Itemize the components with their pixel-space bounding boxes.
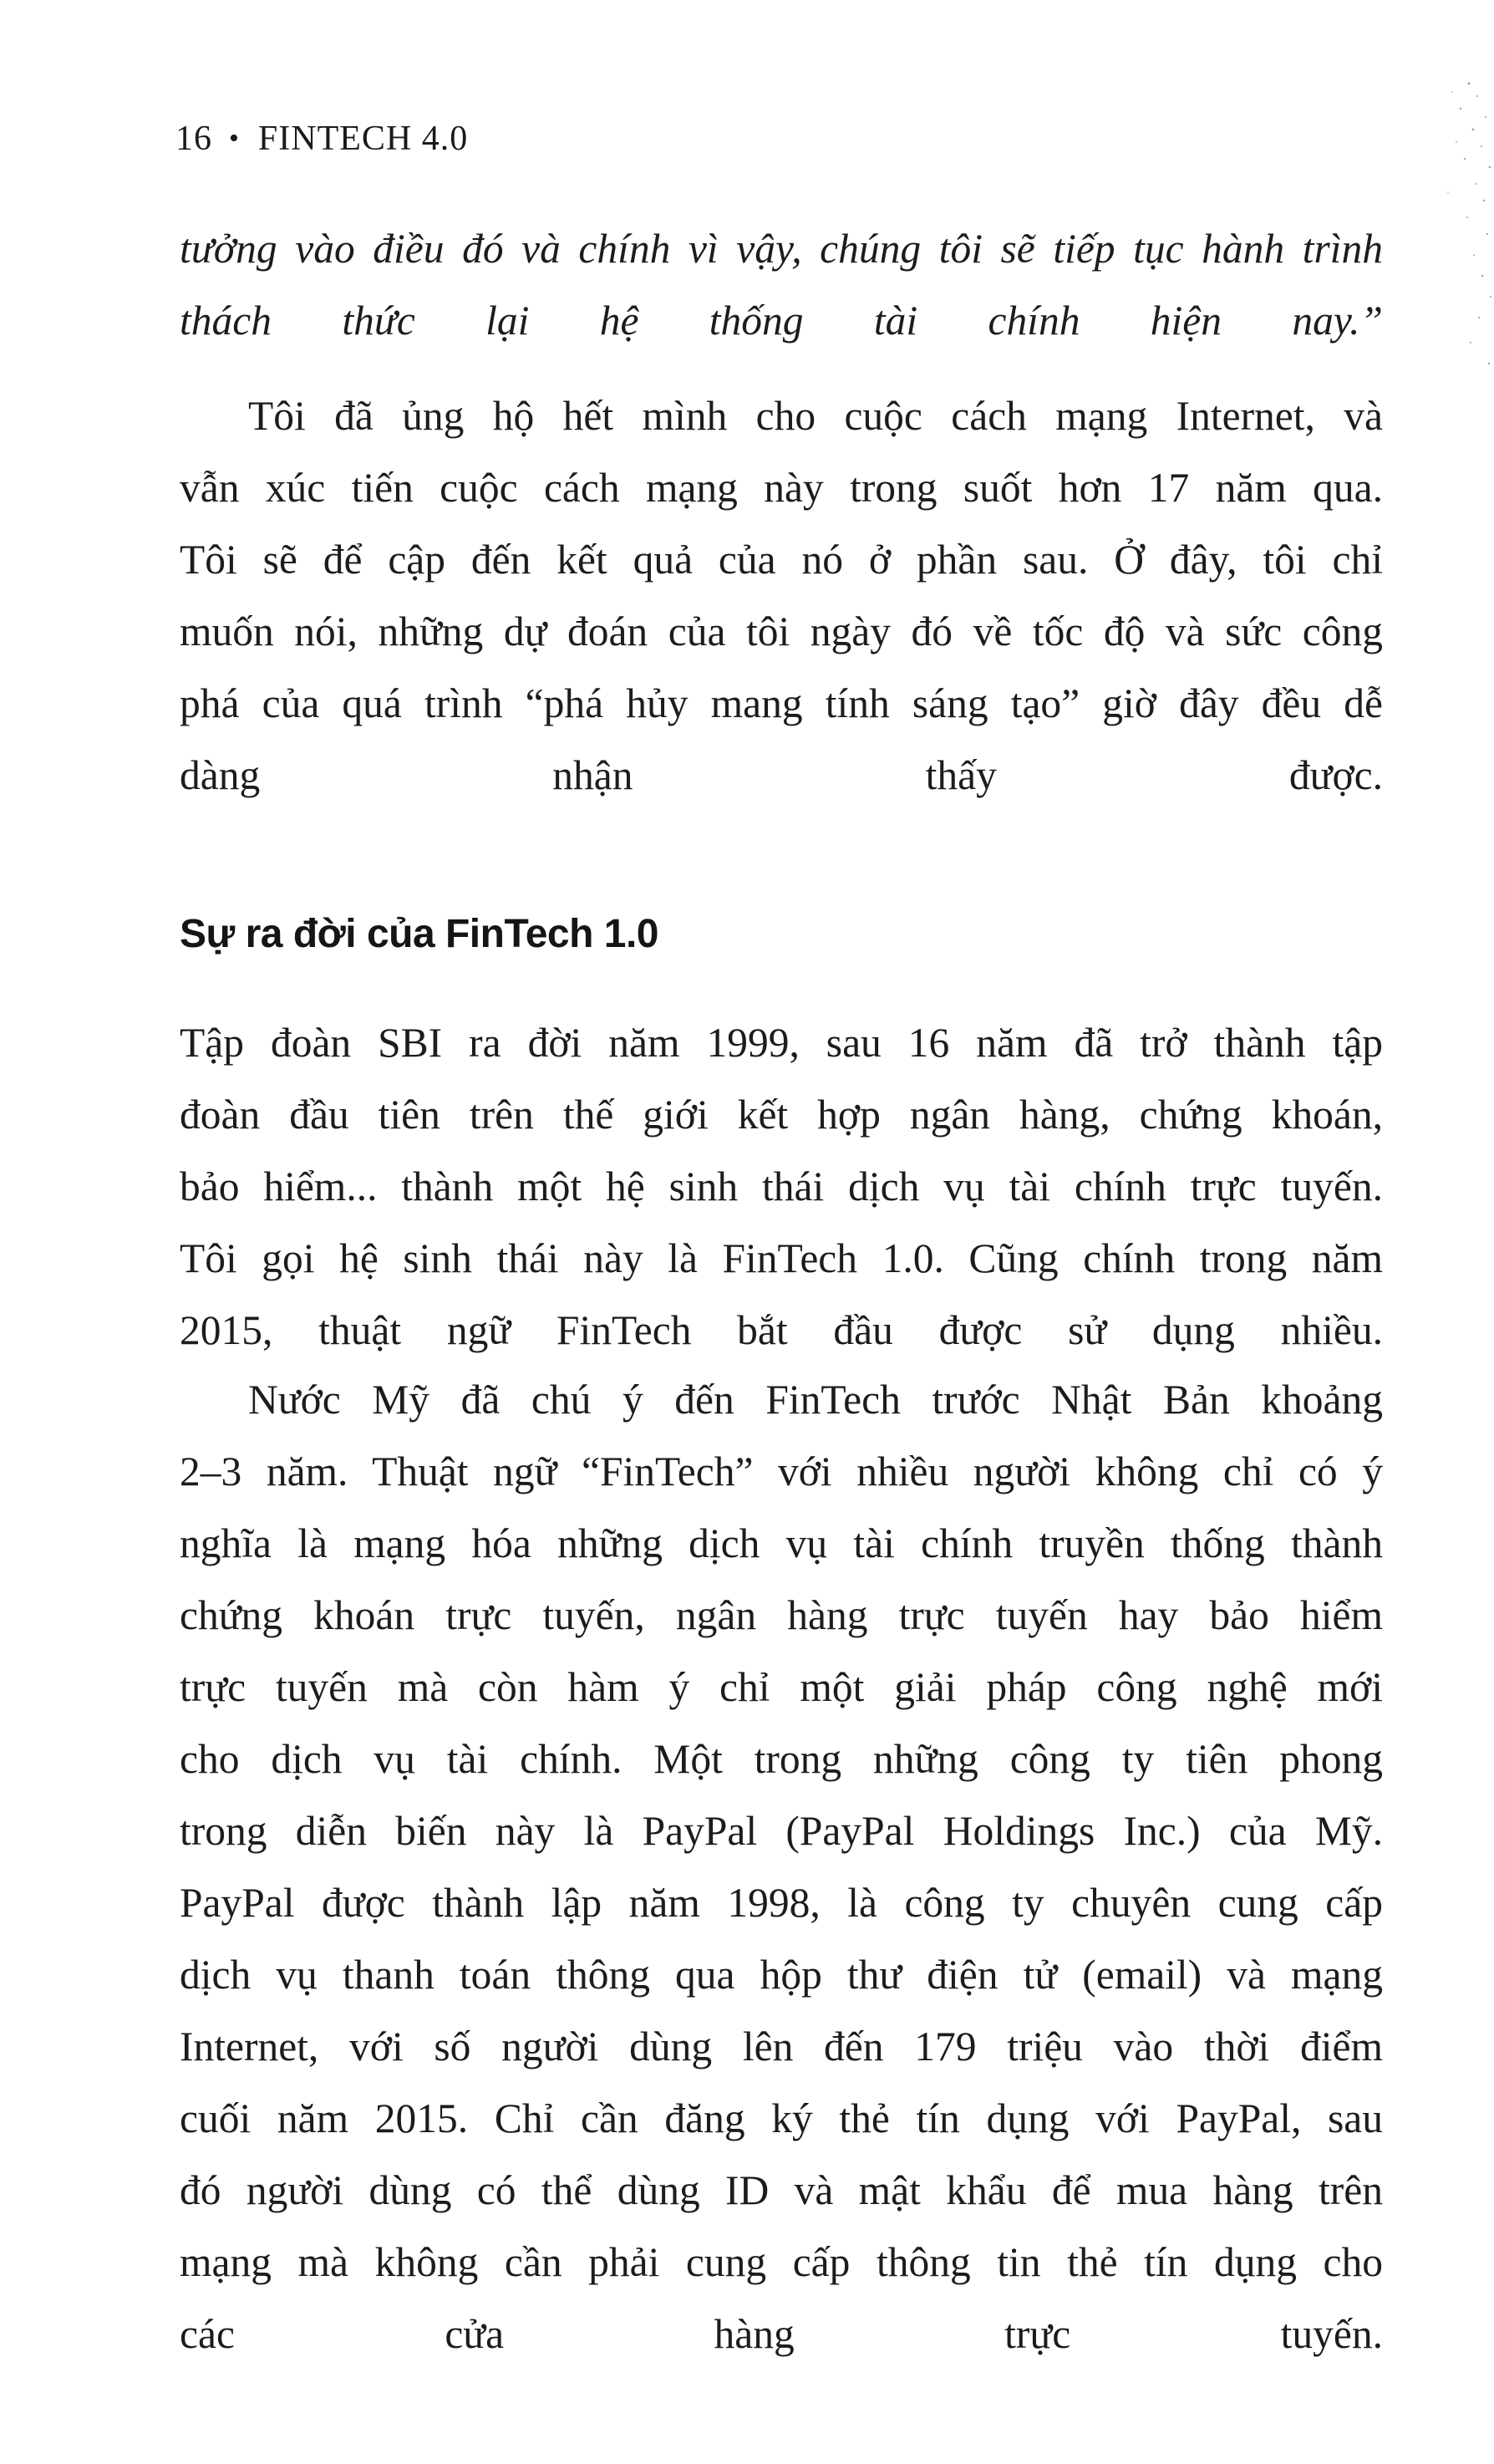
scan-noise-decoration (1369, 67, 1494, 384)
paragraph-line: dàng nhận thấy được. (180, 752, 1383, 798)
paragraph-line: Tôi sẽ để cập đến kết quả của nó ở phần sau. Ở đây, tôi chỉ (180, 537, 1383, 583)
paragraph-line: PayPal được thành lập năm 1998, là công ty chuyên cung cấp (180, 1880, 1383, 1926)
paragraph-line: bảo hiểm... thành một hệ sinh thái dịch vụ tài chính trực tuyến. (180, 1163, 1383, 1209)
paragraph-line: 2–3 năm. Thuật ngữ “FinTech” với nhiều người không chỉ có ý (180, 1448, 1383, 1494)
paragraph-line: vẫn xúc tiến cuộc cách mạng này trong suốt hơn 17 năm qua. (180, 465, 1383, 511)
quote-line: tưởng vào điều đó và chính vì vậy, chúng tôi sẽ tiếp tục hành trình (180, 226, 1383, 272)
book-title: FINTECH 4.0 (257, 120, 469, 158)
paragraph-line: Tôi gọi hệ sinh thái này là FinTech 1.0. Cũng chính trong năm (180, 1235, 1383, 1281)
header-separator: • (229, 123, 240, 154)
section-heading: Sự ra đời của FinTech 1.0 (180, 912, 658, 956)
paragraph-line: trực tuyến mà còn hàm ý chỉ một giải pháp công nghệ mới (180, 1664, 1383, 1710)
paragraph-line: Nước Mỹ đã chú ý đến FinTech trước Nhật Bản khoảng (248, 1377, 1383, 1423)
page-number: 16 (175, 120, 212, 158)
paragraph-3 (180, 1364, 1383, 2370)
paragraph-line: chứng khoán trực tuyến, ngân hàng trực tuyến hay bảo hiểm (180, 1592, 1383, 1638)
paragraph-line: dịch vụ thanh toán thông qua hộp thư điện tử (email) và mạng (180, 1952, 1383, 1998)
running-header (175, 119, 468, 159)
paragraph-line: 2015, thuật ngữ FinTech bắt đầu được sử dụng nhiều. (180, 1307, 1383, 1353)
quote-paragraph (180, 213, 1383, 357)
paragraph-2 (180, 1007, 1383, 1367)
paragraph-line: đó người dùng có thể dùng ID và mật khẩu để mua hàng trên (180, 2167, 1383, 2213)
paragraph-line: đoàn đầu tiên trên thế giới kết hợp ngân hàng, chứng khoán, (180, 1092, 1383, 1138)
paragraph-line: mạng mà không cần phải cung cấp thông tin thẻ tín dụng cho (180, 2239, 1383, 2285)
paragraph-line: muốn nói, những dự đoán của tôi ngày đó về tốc độ và sức công (180, 608, 1383, 654)
paragraph-line: Tôi đã ủng hộ hết mình cho cuộc cách mạng Internet, và (248, 393, 1383, 439)
paragraph-line: cuối năm 2015. Chỉ cần đăng ký thẻ tín dụng với PayPal, sau (180, 2095, 1383, 2141)
paragraph-line: các cửa hàng trực tuyến. (180, 2311, 1383, 2357)
quote-line: thách thức lại hệ thống tài chính hiện nay.” (180, 298, 1383, 344)
paragraph-line: cho dịch vụ tài chính. Một trong những công ty tiên phong (180, 1736, 1383, 1782)
paragraph-1 (180, 380, 1383, 812)
paragraph-line: phá của quá trình “phá hủy mang tính sáng tạo” giờ đây đều dễ (180, 680, 1383, 726)
paragraph-line: trong diễn biến này là PayPal (PayPal Holdings Inc.) của Mỹ. (180, 1808, 1383, 1854)
paragraph-line: nghĩa là mạng hóa những dịch vụ tài chính truyền thống thành (180, 1520, 1383, 1566)
paragraph-line: Internet, với số người dùng lên đến 179 triệu vào thời điểm (180, 2024, 1383, 2069)
paragraph-line: Tập đoàn SBI ra đời năm 1999, sau 16 năm đã trở thành tập (180, 1020, 1383, 1066)
